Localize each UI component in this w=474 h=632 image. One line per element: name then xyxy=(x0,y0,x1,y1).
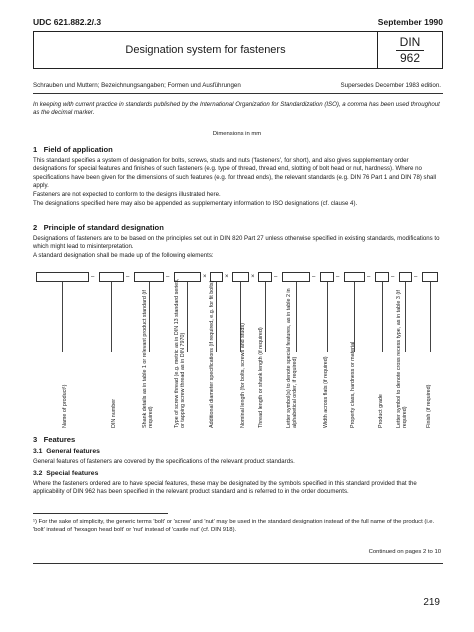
bottom-rule xyxy=(33,563,443,564)
separator-dash: – xyxy=(336,274,340,280)
separator-dash: – xyxy=(312,274,316,280)
element-label-product-grade: Product grade xyxy=(378,394,384,428)
footnote-rule xyxy=(33,513,168,514)
field-box-length xyxy=(232,272,249,282)
separator-dash: – xyxy=(391,274,395,280)
element-label-recess-type: Letter symbol to denote cross recess type, as in table 3 (if required) xyxy=(396,290,409,428)
footnote: ¹) For the sake of simplicity, the generic terms 'bolt' or 'screw' and 'nut' may be used in the standard designation instead of the full name of the product (i.e. 'bolt' instead of 'hexagon head bolt' or 'nut' instead of 'castle nut' (cf. DIN 918). xyxy=(33,519,435,534)
separator-dash: – xyxy=(274,274,278,280)
subsection-3-2-number: 3.2 xyxy=(33,470,43,477)
subsection-3-1-text: General features of fasteners are covered by the specifications of the relevant product standards. xyxy=(33,458,295,465)
connector-line xyxy=(216,282,217,352)
element-label-din-number: DIN number xyxy=(111,398,117,428)
element-label-width-across-flats: Width across flats (if required) xyxy=(323,356,329,428)
subsection-3-1-title: General features xyxy=(46,448,100,455)
section-3-heading xyxy=(33,435,75,444)
separator-dash: – xyxy=(414,274,418,280)
element-label-diameter: Additional diameter specifications (if required, e.g. for fit bolts) xyxy=(209,280,215,428)
section-2-paragraph-2: A standard designation shall be made up of the following elements: xyxy=(33,252,214,259)
din-label: DIN xyxy=(396,35,425,51)
subsection-3-1-number: 3.1 xyxy=(33,448,43,455)
subsection-3-2-title: Special features xyxy=(46,470,99,477)
element-label-property-class: Property class, hardness or material xyxy=(350,341,356,428)
page-number: 219 xyxy=(423,597,440,608)
field-box-width-across-flats xyxy=(320,272,334,282)
section-1-heading xyxy=(33,145,113,154)
element-label-shank: Shank details as in table 1 or relevant product standard (if required) xyxy=(142,290,155,428)
separator-dash: – xyxy=(166,274,170,280)
field-box-finish xyxy=(422,272,438,282)
decimal-marker-note: In keeping with current practice in standards published by the International Organization for Standardization (ISO), a comma has been used throughout as the decimal marker. xyxy=(33,101,440,117)
german-title: Schrauben und Muttern; Bezeichnungsangaben; Formen und Ausführungen xyxy=(33,82,241,89)
separator-dash: – xyxy=(367,274,371,280)
connector-line xyxy=(327,282,328,352)
subsection-3-1-heading xyxy=(33,448,100,455)
separator-x: × xyxy=(225,274,229,280)
field-box-property-class xyxy=(344,272,365,282)
field-box-product-name xyxy=(36,272,89,282)
element-label-thread-length: Thread length or shank length (if required) xyxy=(258,327,264,428)
connector-line xyxy=(187,282,188,352)
section-1-paragraph-3: The designations specified here may also be appended as supplementary information to ISO designations (cf. clause 4). xyxy=(33,200,358,207)
field-box-product-grade xyxy=(375,272,389,282)
publication-date: September 1990 xyxy=(377,17,443,27)
separator-dash: – xyxy=(91,274,95,280)
section-1-number: 1 xyxy=(33,145,38,154)
section-1-paragraph-1: This standard specifies a system of designation for bolts, screws, studs and nuts ('fasteners', for short), and also gives supplementary order designations for special features and finishes of such fasteners (e.g. type of thread, thread end, slotting of bolt head or nut, hardness). Where no specifications have been given for the dimensions of such features (e.g. for thread ends), the relevant standards (e.g. DIN 76 Part 1 and DIN 78) shall apply. xyxy=(33,157,437,189)
title-box xyxy=(33,31,443,69)
subsection-3-2-text: Where the fasteners ordered are to have special features, these may be designated by the symbols specified in this standard provided that the applicability of DIN 962 has been specified in the relevant product standard and is referred to in the order documents. xyxy=(33,480,417,496)
separator-x: × xyxy=(203,274,207,280)
element-label-special-features: Letter symbol(s) to denote special features, as in table 2 in alphabetical order, if required) xyxy=(286,288,299,428)
section-2-number: 2 xyxy=(33,223,38,232)
connector-line xyxy=(430,282,431,352)
supersedes-note: Supersedes December 1983 edition. xyxy=(340,82,441,89)
section-1-title: Field of application xyxy=(43,145,113,154)
connector-line xyxy=(382,282,383,352)
standard-block xyxy=(378,35,442,66)
field-box-din-number xyxy=(99,272,124,282)
element-label-product-name: Name of product¹) xyxy=(62,384,68,428)
section-2-title: Principle of standard designation xyxy=(43,223,164,232)
document-title: Designation system for fasteners xyxy=(125,44,286,56)
section-2-heading xyxy=(33,223,164,232)
element-label-thread: Type of screw thread (e.g. metric as in DIN 13 standard series, or tapping screw thread as in DIN 7970) xyxy=(174,278,187,428)
connector-line xyxy=(265,282,266,352)
element-label-length: Nominal length (for bolts, screws and studs) xyxy=(240,323,246,428)
connector-line xyxy=(62,282,63,352)
subsection-3-2-heading xyxy=(33,470,98,477)
connector-line xyxy=(111,282,112,352)
dimensions-note: Dimensions in mm xyxy=(212,131,262,137)
element-label-finish: Finish (if required) xyxy=(426,384,432,428)
section-3-title: Features xyxy=(43,435,76,444)
separator-dash: – xyxy=(126,274,130,280)
udc-code: UDC 621.882.2/.3 xyxy=(33,17,102,27)
section-1-paragraph-2: Fasteners are not expected to conform to the designs illustrated here. xyxy=(33,191,221,198)
separator-x: × xyxy=(251,274,255,280)
section-2-paragraph-1: Designations of fasteners are to be based on the principles set out in DIN 820 Part 27 unless otherwise specified in existing standards, modifications to which might lead to misinterpretation. xyxy=(33,235,440,251)
section-3-number: 3 xyxy=(33,435,38,444)
standard-number: 962 xyxy=(399,51,421,65)
subtitle-rule xyxy=(33,93,443,94)
continued-note: Continued on pages 2 to 10 xyxy=(368,549,441,555)
